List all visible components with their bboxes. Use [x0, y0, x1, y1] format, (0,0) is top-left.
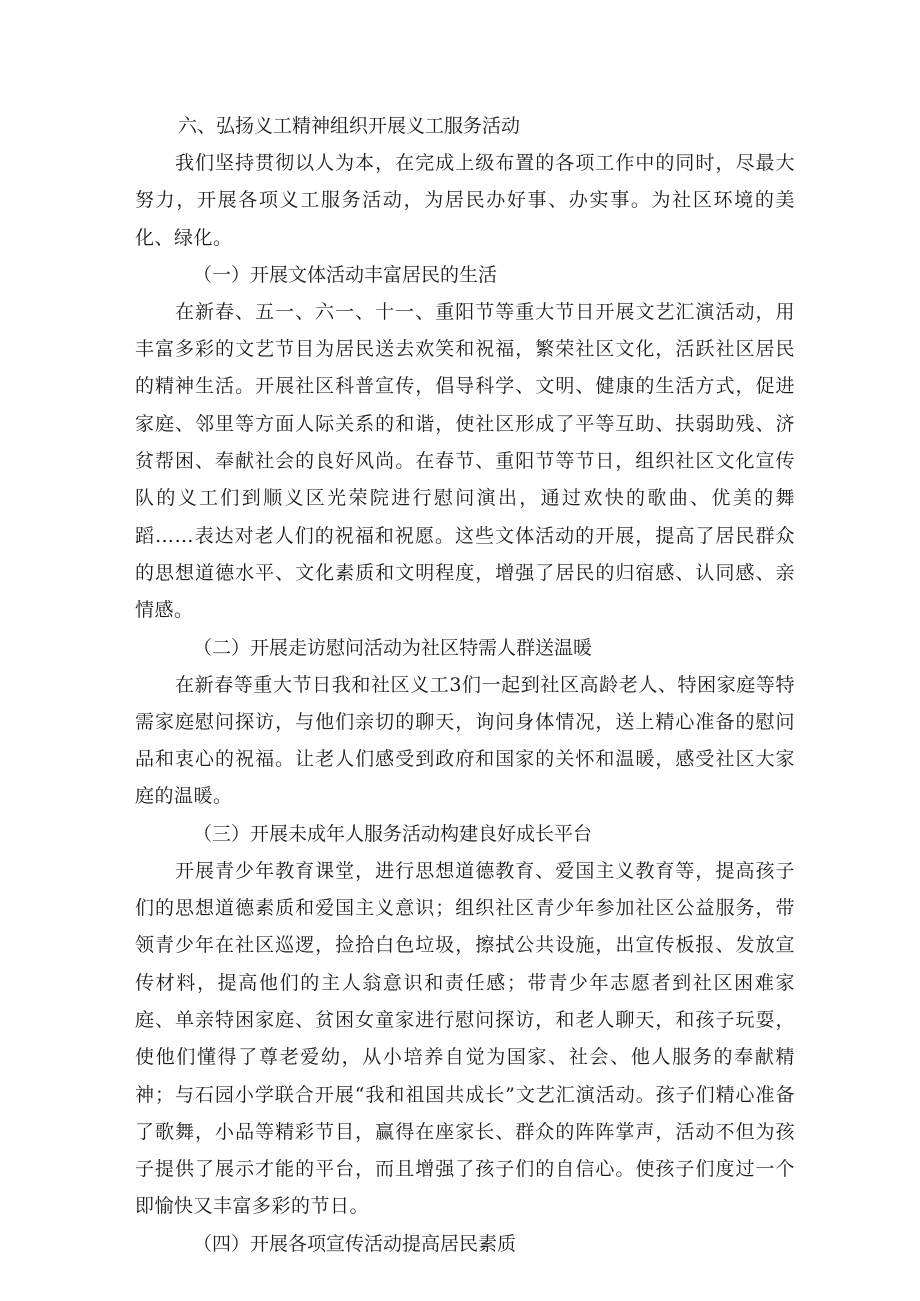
subsection-2-body: 在新春等重大节日我和社区义工3们一起到社区高龄老人、特困家庭等特需家庭慰问探访，与他们亲切的聊天，询问身体情况，送上精心准备的慰问品和衷心的祝福。让老人们感受到政府和国家的关怀和温暖，感受社区大家庭的温暖。	[135, 673, 795, 808]
intro-paragraph: 我们坚持贯彻以人为本，在完成上级布置的各项工作中的同时，尽最大努力，开展各项义工服务活动，为居民办好事、办实事。为社区环境的美化、绿化。	[135, 152, 795, 249]
subsection-1-body: 在新春、五一、六一、十一、重阳节等重大节日开展文艺汇演活动，用丰富多彩的文艺节目为居民送去欢笑和祝福，繁荣社区文化，活跃社区居民的精神生活。开展社区科普宣传，倡导科学、文明、健康的生活方式，促进家庭、邻里等方面人际关系的和谐，使社区形成了平等互助、扶弱助残、济贫帮困、奉献社会的良好风尚。在春节、重阳节等节日，组织社区文化宣传队的义工们到顺义区光荣院进行慰问演出，通过欢快的歌曲、优美的舞蹈……表达对老人们的祝福和祝愿。这些文体活动的开展，提高了居民群众的思想道德水平、文化素质和文明程度，增强了居民的归宿感、认同感、亲情感。	[135, 300, 795, 622]
subsection-2-title: （二）开展走访慰问活动为社区特需人群送温暖	[193, 636, 593, 659]
subsection-4-title: （四）开展各项宣传活动提高居民素质	[193, 1232, 517, 1255]
section-title: 六、弘扬义工精神组织开展义工服务活动	[178, 115, 521, 137]
subsection-1-title: （一）开展文体活动丰富居民的生活	[193, 263, 498, 286]
subsection-3-title: （三）开展未成年人服务活动构建良好成长平台	[193, 822, 593, 845]
document-page	[135, 108, 795, 1263]
subsection-3-body: 开展青少年教育课堂，进行思想道德教育、爱国主义教育等，提高孩子们的思想道德素质和爱国主义意识；组织社区青少年参加社区公益服务，带领青少年在社区巡逻，捡拾白色垃圾，擦拭公共设施，出宣传板报、发放宣传材料，提高他们的主人翁意识和责任感；带青少年志愿者到社区困难家庭、单亲特困家庭、贫困女童家进行慰问探访，和老人聊天，和孩子玩耍，使他们懂得了尊老爱幼，从小培养自觉为国家、社会、他人服务的奉献精神；与石园小学联合开展“我和祖国共成长”文艺汇演活动。孩子们精心准备了歌舞，小品等精彩节目，赢得在座家长、群众的阵阵掌声，活动不但为孩子提供了展示才能的平台，而且增强了孩子们的自信心。使孩子们度过一个即愉快又丰富多彩的节日。	[135, 859, 795, 1218]
